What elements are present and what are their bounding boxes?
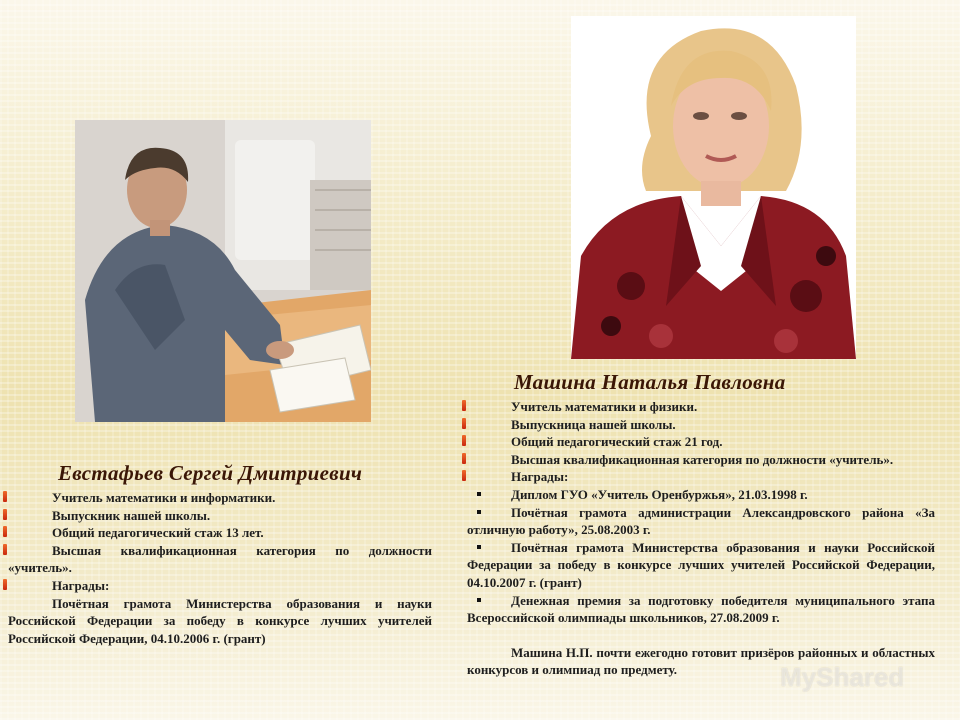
info-line: Высшая квалификационная категория по должности «учитель».	[8, 542, 432, 576]
info-line: Учитель математики и информатики.	[8, 489, 432, 507]
teacher-name-right: Машина Наталья Павловна	[514, 370, 786, 394]
info-line: Выпускник нашей школы.	[8, 507, 432, 525]
teacher-photo-left	[75, 120, 371, 422]
teacher-info-left	[8, 489, 432, 647]
award-item: Денежная премия за подготовку победителя муниципального этапа Всероссийской олимпиады школьников, 27.08.2009 г.	[467, 592, 935, 626]
teacher-photo-right	[571, 16, 856, 359]
achievement-note: Машина Н.П. почти ежегодно готовит призёров районных и областных конкурсов и олимпиад по предмету.	[467, 644, 935, 678]
award-item: Диплом ГУО «Учитель Оренбуржья», 21.03.1998 г.	[467, 486, 935, 504]
info-line: Высшая квалификационная категория по должности «учитель».	[467, 451, 935, 469]
teacher-name-left: Евстафьев Сергей Дмитриевич	[58, 461, 363, 485]
info-line: Общий педагогический стаж 21 год.	[467, 433, 935, 451]
award-item: Почётная грамота Министерства образования и науки Российской Федерации за победу в конкурсе лучших учителей Российской Федерации, 04.10.2007 г. (грант)	[467, 539, 935, 590]
award-item: Почётная грамота администрации Александровского района «За отличную работу», 25.08.2003 г.	[467, 504, 935, 538]
awards-heading: Награды:	[8, 577, 432, 595]
teacher-info-right	[467, 398, 935, 679]
award-item: Почётная грамота Министерства образования и науки Российской Федерации за победу в конкурсе лучших учителей Российской Федерации, 04.10.2006 г. (грант)	[8, 595, 432, 646]
watermark-logo: MyShared	[780, 662, 905, 692]
awards-heading: Награды:	[467, 468, 935, 486]
info-line: Выпускница нашей школы.	[467, 416, 935, 434]
info-line: Учитель математики и физики.	[467, 398, 935, 416]
info-line: Общий педагогический стаж 13 лет.	[8, 524, 432, 542]
